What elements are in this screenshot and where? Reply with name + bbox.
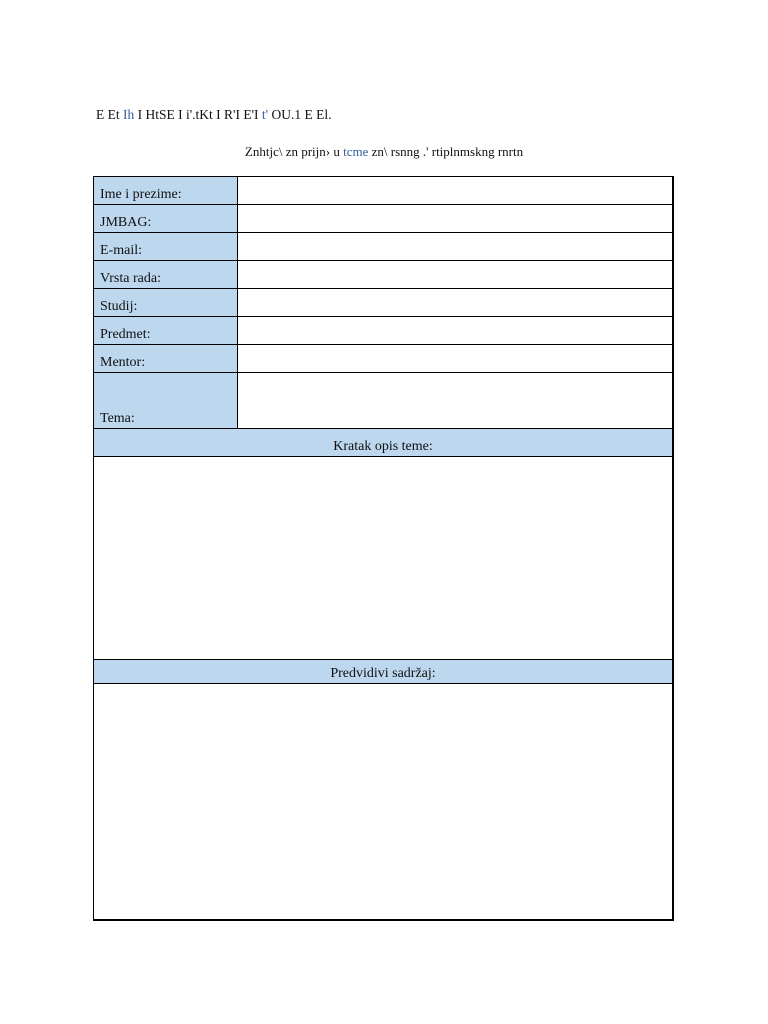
subtitle-text-1: Znhtjc\ zn prijn› u: [244, 144, 344, 159]
form-header-line: [96, 107, 331, 123]
section-header-short-description: Kratak opis teme:: [94, 429, 672, 457]
form-row-study: [94, 289, 672, 317]
form-row-work-type: [94, 261, 672, 289]
field-jmbag[interactable]: [238, 205, 672, 232]
planned-content-field[interactable]: [94, 684, 672, 919]
label-subject: Predmet:: [94, 317, 238, 344]
header-text-blue-1: Ih: [123, 107, 135, 122]
header-text-2: I HtSE I i'.tKt I R'I E'I: [134, 107, 262, 122]
subtitle-text-2: zn\ rsnng .' rtiplnmskng rnrtn: [368, 144, 524, 159]
application-form: [93, 176, 674, 921]
field-name[interactable]: [238, 177, 672, 204]
form-subtitle: [0, 144, 768, 160]
form-row-jmbag: [94, 205, 672, 233]
label-jmbag: JMBAG:: [94, 205, 238, 232]
section-header-planned-content: Predvidivi sadržaj:: [94, 660, 672, 684]
header-text-3: OU.1 E El.: [268, 107, 332, 122]
label-email: E-mail:: [94, 233, 238, 260]
field-subject[interactable]: [238, 317, 672, 344]
header-text-1: E Et: [96, 107, 123, 122]
header-text-blue-2: t': [261, 107, 269, 122]
field-study[interactable]: [238, 289, 672, 316]
form-row-name: [94, 177, 672, 205]
label-work-type: Vrsta rada:: [94, 261, 238, 288]
form-row-email: [94, 233, 672, 261]
label-topic: Tema:: [94, 373, 238, 428]
form-row-topic: [94, 373, 672, 429]
field-mentor[interactable]: [238, 345, 672, 372]
short-description-field[interactable]: [94, 457, 672, 660]
subtitle-text-blue: tcme: [343, 144, 369, 159]
label-mentor: Mentor:: [94, 345, 238, 372]
field-work-type[interactable]: [238, 261, 672, 288]
form-row-subject: [94, 317, 672, 345]
form-row-mentor: [94, 345, 672, 373]
label-name: Ime i prezime:: [94, 177, 238, 204]
label-study: Studij:: [94, 289, 238, 316]
field-email[interactable]: [238, 233, 672, 260]
field-topic[interactable]: [238, 373, 672, 428]
